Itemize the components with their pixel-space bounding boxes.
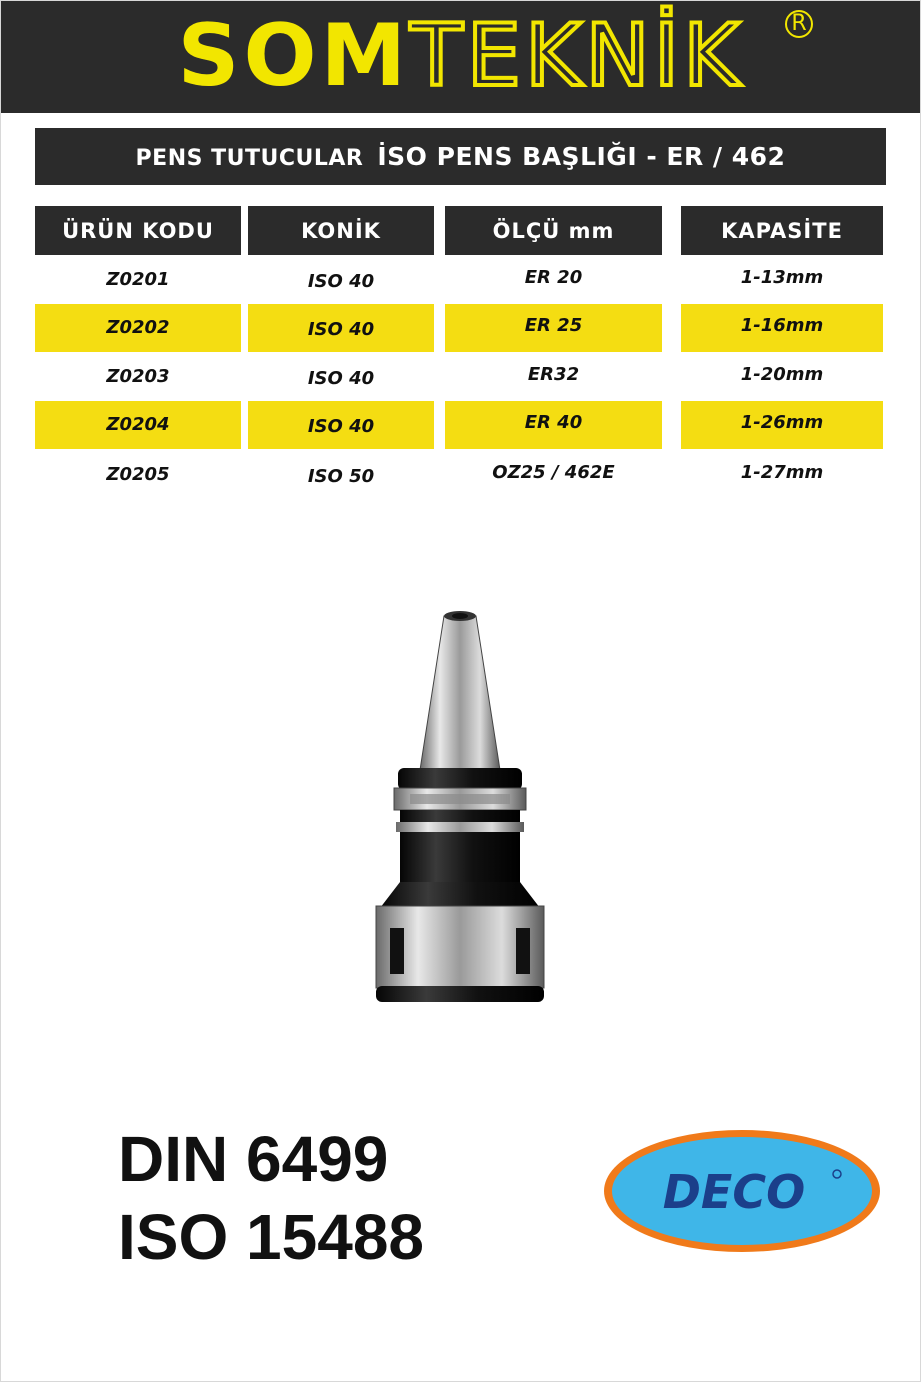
logo-som-text: SOM <box>177 6 411 106</box>
table-cell-olcu: OZ25 / 462E <box>492 462 615 483</box>
registered-mark-icon: R <box>785 10 813 38</box>
header-olcu: ÖLÇÜ mm <box>445 206 662 255</box>
table-cell-konik: ISO 40 <box>307 368 375 389</box>
table-cell-code: Z0205 <box>106 464 170 485</box>
product-collet-holder-image <box>370 590 550 1010</box>
table-cell-konik: ISO 40 <box>307 271 375 292</box>
table-cell-kapasite: 1-13mm <box>740 267 824 288</box>
deco-logo <box>602 1128 882 1254</box>
logo-teknik-text: TEKNİK <box>410 6 744 106</box>
table-cell-code: Z0204 <box>35 401 241 449</box>
table-cell-konik: ISO 40 <box>248 304 434 352</box>
table-cell-olcu: ER 40 <box>445 401 662 449</box>
table-cell-olcu: ER32 <box>527 364 580 385</box>
table-cell-code: Z0203 <box>106 366 170 387</box>
table-cell-olcu: ER 20 <box>524 267 583 288</box>
table-cell-kapasite: 1-20mm <box>740 364 824 385</box>
table-cell-kapasite: 1-27mm <box>740 462 824 483</box>
standard-din: DIN 6499 <box>118 1123 389 1195</box>
table-cell-olcu: ER 25 <box>445 304 662 352</box>
header-konik: KONİK <box>248 206 434 255</box>
table-cell-code: Z0202 <box>35 304 241 352</box>
title-part2: İSO PENS BAŞLIĞI - ER / 462 <box>377 142 786 171</box>
somteknik-logo <box>0 6 921 106</box>
table-cell-konik: ISO 50 <box>307 466 375 487</box>
table-cell-kapasite: 1-16mm <box>681 304 883 352</box>
table-cell-kapasite: 1-26mm <box>681 401 883 449</box>
table-cell-konik: ISO 40 <box>248 401 434 449</box>
standard-iso: ISO 15488 <box>118 1201 424 1273</box>
title-part1: PENS TUTUCULAR <box>135 146 364 171</box>
header-kapasite: KAPASİTE <box>681 206 883 255</box>
deco-logo-text: DECO <box>662 1165 806 1219</box>
standards-text <box>118 1120 424 1276</box>
table-cell-code: Z0201 <box>106 269 170 290</box>
page-title <box>35 128 886 185</box>
header-bar <box>0 0 921 113</box>
header-urun-kodu: ÜRÜN KODU <box>35 206 241 255</box>
